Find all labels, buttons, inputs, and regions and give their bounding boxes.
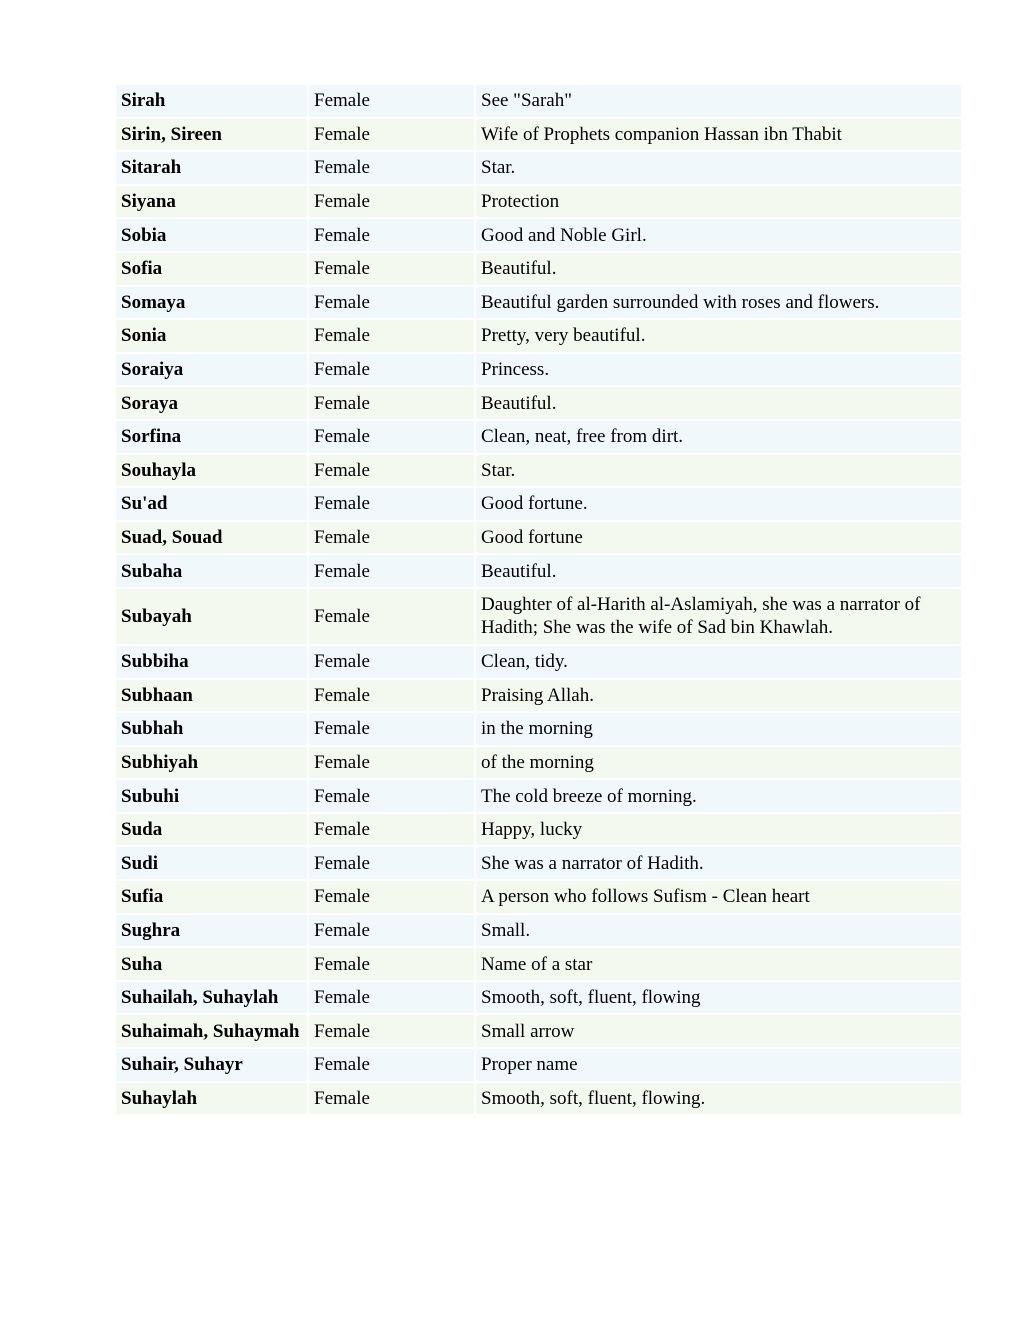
name-cell: Siyana	[116, 186, 307, 218]
table-row	[116, 387, 961, 419]
meaning-cell: Small arrow	[476, 1015, 961, 1047]
name-cell: Subhiyah	[116, 747, 307, 779]
table-row	[116, 1015, 961, 1047]
meaning-cell: She was a narrator of Hadith.	[476, 847, 961, 879]
meaning-cell: Smooth, soft, fluent, flowing.	[476, 1083, 961, 1115]
meaning-cell: Happy, lucky	[476, 814, 961, 846]
meaning-cell: Protection	[476, 186, 961, 218]
name-cell: Su'ad	[116, 488, 307, 520]
name-cell: Subaha	[116, 555, 307, 587]
gender-cell: Female	[309, 982, 474, 1014]
name-cell: Sufia	[116, 881, 307, 913]
meaning-cell: Clean, tidy.	[476, 646, 961, 678]
meaning-cell: Star.	[476, 152, 961, 184]
name-cell: Sitarah	[116, 152, 307, 184]
table-row	[116, 915, 961, 947]
meaning-cell: Star.	[476, 455, 961, 487]
gender-cell: Female	[309, 522, 474, 554]
table-row	[116, 747, 961, 779]
meaning-cell: Name of a star	[476, 948, 961, 980]
name-cell: Suhair, Suhayr	[116, 1049, 307, 1081]
gender-cell: Female	[309, 152, 474, 184]
meaning-cell: A person who follows Sufism - Clean heart	[476, 881, 961, 913]
name-cell: Subbiha	[116, 646, 307, 678]
names-table-body	[116, 85, 961, 1114]
name-cell: Suhaylah	[116, 1083, 307, 1115]
table-row	[116, 780, 961, 812]
gender-cell: Female	[309, 119, 474, 151]
name-cell: Suhailah, Suhaylah	[116, 982, 307, 1014]
meaning-cell: Praising Allah.	[476, 680, 961, 712]
gender-cell: Female	[309, 287, 474, 319]
name-cell: Somaya	[116, 287, 307, 319]
meaning-cell: Clean, neat, free from dirt.	[476, 421, 961, 453]
table-row	[116, 320, 961, 352]
gender-cell: Female	[309, 646, 474, 678]
meaning-cell: Beautiful.	[476, 387, 961, 419]
table-row	[116, 287, 961, 319]
meaning-cell: Beautiful.	[476, 555, 961, 587]
gender-cell: Female	[309, 421, 474, 453]
name-cell: Sonia	[116, 320, 307, 352]
gender-cell: Female	[309, 589, 474, 644]
meaning-cell: Small.	[476, 915, 961, 947]
table-row	[116, 948, 961, 980]
gender-cell: Female	[309, 320, 474, 352]
gender-cell: Female	[309, 85, 474, 117]
names-table	[114, 83, 963, 1116]
table-row	[116, 847, 961, 879]
gender-cell: Female	[309, 354, 474, 386]
gender-cell: Female	[309, 455, 474, 487]
table-row	[116, 881, 961, 913]
meaning-cell: in the morning	[476, 713, 961, 745]
gender-cell: Female	[309, 881, 474, 913]
table-row	[116, 119, 961, 151]
name-cell: Sorfina	[116, 421, 307, 453]
name-cell: Soraya	[116, 387, 307, 419]
gender-cell: Female	[309, 1015, 474, 1047]
gender-cell: Female	[309, 680, 474, 712]
name-cell: Suha	[116, 948, 307, 980]
gender-cell: Female	[309, 747, 474, 779]
name-cell: Sudi	[116, 847, 307, 879]
name-cell: Sofia	[116, 253, 307, 285]
table-row	[116, 555, 961, 587]
table-row	[116, 421, 961, 453]
table-row	[116, 1083, 961, 1115]
table-row	[116, 354, 961, 386]
name-cell: Souhayla	[116, 455, 307, 487]
name-cell: Sirah	[116, 85, 307, 117]
table-row	[116, 646, 961, 678]
gender-cell: Female	[309, 387, 474, 419]
table-row	[116, 488, 961, 520]
meaning-cell: Beautiful garden surrounded with roses and flowers.	[476, 287, 961, 319]
meaning-cell: Princess.	[476, 354, 961, 386]
table-row	[116, 1049, 961, 1081]
gender-cell: Female	[309, 1049, 474, 1081]
name-cell: Sughra	[116, 915, 307, 947]
table-row	[116, 455, 961, 487]
table-row	[116, 982, 961, 1014]
name-cell: Subhaan	[116, 680, 307, 712]
gender-cell: Female	[309, 713, 474, 745]
meaning-cell: Good fortune	[476, 522, 961, 554]
gender-cell: Female	[309, 186, 474, 218]
meaning-cell: Proper name	[476, 1049, 961, 1081]
meaning-cell: Good fortune.	[476, 488, 961, 520]
gender-cell: Female	[309, 780, 474, 812]
meaning-cell: Wife of Prophets companion Hassan ibn Thabit	[476, 119, 961, 151]
name-cell: Suda	[116, 814, 307, 846]
meaning-cell: See "Sarah"	[476, 85, 961, 117]
table-row	[116, 253, 961, 285]
gender-cell: Female	[309, 219, 474, 251]
table-row	[116, 522, 961, 554]
table-row	[116, 85, 961, 117]
gender-cell: Female	[309, 253, 474, 285]
name-cell: Suad, Souad	[116, 522, 307, 554]
meaning-cell: of the morning	[476, 747, 961, 779]
meaning-cell: Daughter of al-Harith al-Aslamiyah, she was a narrator of Hadith; She was the wife of Sad bin Khawlah.	[476, 589, 961, 644]
table-row	[116, 589, 961, 644]
name-cell: Subayah	[116, 589, 307, 644]
table-row	[116, 814, 961, 846]
gender-cell: Female	[309, 847, 474, 879]
gender-cell: Female	[309, 948, 474, 980]
gender-cell: Female	[309, 915, 474, 947]
name-cell: Soraiya	[116, 354, 307, 386]
table-row	[116, 186, 961, 218]
meaning-cell: The cold breeze of morning.	[476, 780, 961, 812]
table-row	[116, 713, 961, 745]
table-row	[116, 680, 961, 712]
gender-cell: Female	[309, 1083, 474, 1115]
meaning-cell: Pretty, very beautiful.	[476, 320, 961, 352]
table-row	[116, 152, 961, 184]
meaning-cell: Smooth, soft, fluent, flowing	[476, 982, 961, 1014]
name-cell: Subhah	[116, 713, 307, 745]
gender-cell: Female	[309, 555, 474, 587]
table-row	[116, 219, 961, 251]
gender-cell: Female	[309, 488, 474, 520]
gender-cell: Female	[309, 814, 474, 846]
name-cell: Subuhi	[116, 780, 307, 812]
meaning-cell: Good and Noble Girl.	[476, 219, 961, 251]
name-cell: Sobia	[116, 219, 307, 251]
name-cell: Sirin, Sireen	[116, 119, 307, 151]
meaning-cell: Beautiful.	[476, 253, 961, 285]
name-cell: Suhaimah, Suhaymah	[116, 1015, 307, 1047]
